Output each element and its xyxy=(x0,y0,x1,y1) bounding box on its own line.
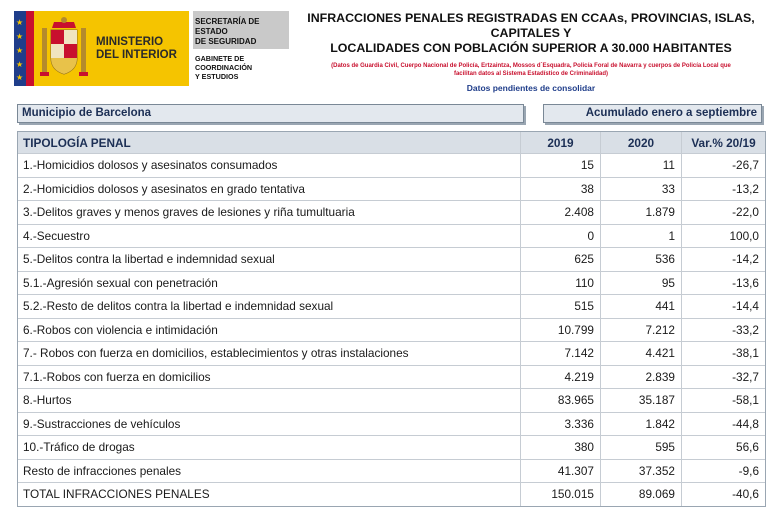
row-label: 2.-Homicidios dolosos y asesinatos en grado tentativa xyxy=(23,181,305,196)
table-row xyxy=(18,224,765,248)
value-variation: -33,2 xyxy=(681,319,765,342)
value-2020: 89.069 xyxy=(600,483,681,506)
table-header-row xyxy=(18,132,765,153)
row-label: TOTAL INFRACCIONES PENALES xyxy=(23,487,210,502)
value-2020: 33 xyxy=(600,178,681,201)
table-row xyxy=(18,365,765,389)
report-title: INFRACCIONES PENALES REGISTRADAS EN CCAAs, PROVINCIAS, ISLAS, CAPITALES Y LOCALIDADES CON POBLACIÓN SUPERIOR A 30.000 HABITANTES xyxy=(307,11,755,55)
value-2020: 441 xyxy=(600,295,681,318)
row-label: 7.- Robos con fuerza en domicilios, establecimientos y otras instalaciones xyxy=(23,346,409,361)
value-2019: 15 xyxy=(520,154,600,177)
value-2020: 35.187 xyxy=(600,389,681,412)
value-variation: -40,6 xyxy=(681,483,765,506)
value-variation: -32,7 xyxy=(681,366,765,389)
value-2019: 0 xyxy=(520,225,600,248)
table-row xyxy=(18,459,765,483)
column-header-variation: Var.% 20/19 xyxy=(681,132,765,153)
value-2019: 3.336 xyxy=(520,413,600,436)
table-row xyxy=(18,271,765,295)
row-label: 4.-Secuestro xyxy=(23,228,90,243)
row-label: 9.-Sustracciones de vehículos xyxy=(23,416,181,431)
value-variation: 100,0 xyxy=(681,225,765,248)
period-label: Acumulado enero a septiembre xyxy=(543,104,762,123)
value-2019: 10.799 xyxy=(520,319,600,342)
value-2019: 7.142 xyxy=(520,342,600,365)
value-2020: 1.879 xyxy=(600,201,681,224)
value-variation: -14,4 xyxy=(681,295,765,318)
table-row xyxy=(18,318,765,342)
value-2020: 7.212 xyxy=(600,319,681,342)
value-2019: 83.965 xyxy=(520,389,600,412)
value-variation: -13,6 xyxy=(681,272,765,295)
row-label: 10.-Tráfico de drogas xyxy=(23,440,135,455)
crime-table xyxy=(17,131,766,507)
row-label: 7.1.-Robos con fuerza en domicilios xyxy=(23,369,211,384)
value-2020: 1.842 xyxy=(600,413,681,436)
value-2020: 2.839 xyxy=(600,366,681,389)
ministry-panel xyxy=(34,11,189,86)
value-2020: 536 xyxy=(600,248,681,271)
value-2020: 595 xyxy=(600,436,681,459)
column-header-2019: 2019 xyxy=(520,132,600,153)
spain-flag-strip: ★ ★ ★ ★ ★ xyxy=(14,11,34,86)
cabinet-name: GABINETE DE COORDINACIÓN Y ESTUDIOS xyxy=(195,54,253,81)
table-row xyxy=(18,153,765,177)
row-label: 5.2.-Resto de delitos contra la libertad e indemnidad sexual xyxy=(23,299,334,314)
table-row xyxy=(18,294,765,318)
table-row xyxy=(18,200,765,224)
value-variation: 56,6 xyxy=(681,436,765,459)
value-variation: -38,1 xyxy=(681,342,765,365)
ministry-logo xyxy=(14,11,289,86)
ministry-name: MINISTERIO DEL INTERIOR xyxy=(96,35,177,61)
row-label: 1.-Homicidios dolosos y asesinatos consumados xyxy=(23,158,278,173)
table-row xyxy=(18,341,765,365)
value-2019: 2.408 xyxy=(520,201,600,224)
municipality-label: Municipio de Barcelona xyxy=(17,104,524,123)
value-variation: -14,2 xyxy=(681,248,765,271)
table-row xyxy=(18,482,765,506)
secretariat-panel xyxy=(189,11,289,86)
table-row xyxy=(18,412,765,436)
value-2019: 625 xyxy=(520,248,600,271)
row-label: 8.-Hurtos xyxy=(23,393,72,408)
value-2019: 110 xyxy=(520,272,600,295)
value-2020: 37.352 xyxy=(600,460,681,483)
value-2019: 4.219 xyxy=(520,366,600,389)
row-label: 5.1.-Agresión sexual con penetración xyxy=(23,275,218,290)
value-variation: -58,1 xyxy=(681,389,765,412)
secretariat-name: SECRETARÍA DE ESTADO DE SEGURIDAD xyxy=(193,11,289,49)
value-2019: 515 xyxy=(520,295,600,318)
value-variation: -9,6 xyxy=(681,460,765,483)
row-label: 5.-Delitos contra la libertad e indemnidad sexual xyxy=(23,252,275,267)
value-2020: 1 xyxy=(600,225,681,248)
value-2020: 4.421 xyxy=(600,342,681,365)
table-row xyxy=(18,247,765,271)
table-row xyxy=(18,388,765,412)
row-label: 3.-Delitos graves y menos graves de lesiones y riña tumultuaria xyxy=(23,205,355,220)
report-header xyxy=(292,11,770,93)
value-2019: 150.015 xyxy=(520,483,600,506)
coat-of-arms-icon xyxy=(38,14,90,84)
value-2019: 38 xyxy=(520,178,600,201)
value-variation: -13,2 xyxy=(681,178,765,201)
column-header-type: TIPOLOGÍA PENAL xyxy=(23,135,131,150)
row-label: 6.-Robos con violencia e intimidación xyxy=(23,322,218,337)
value-variation: -26,7 xyxy=(681,154,765,177)
column-header-2020: 2020 xyxy=(600,132,681,153)
table-row xyxy=(18,177,765,201)
value-2020: 95 xyxy=(600,272,681,295)
data-sources-note: (Datos de Guardia Civil, Cuerpo Nacional de Policía, Ertzaintza, Mossos d´Esquadra, Policía Foral de Navarra y cuerpos de Policía Local que facilitan datos al Sistema Estadístico de Criminalidad) xyxy=(331,63,731,77)
value-variation: -44,8 xyxy=(681,413,765,436)
value-2019: 380 xyxy=(520,436,600,459)
value-2019: 41.307 xyxy=(520,460,600,483)
pending-note: Datos pendientes de consolidar xyxy=(466,83,596,93)
value-variation: -22,0 xyxy=(681,201,765,224)
row-label: Resto de infracciones penales xyxy=(23,463,182,478)
table-row xyxy=(18,435,765,459)
value-2020: 11 xyxy=(600,154,681,177)
